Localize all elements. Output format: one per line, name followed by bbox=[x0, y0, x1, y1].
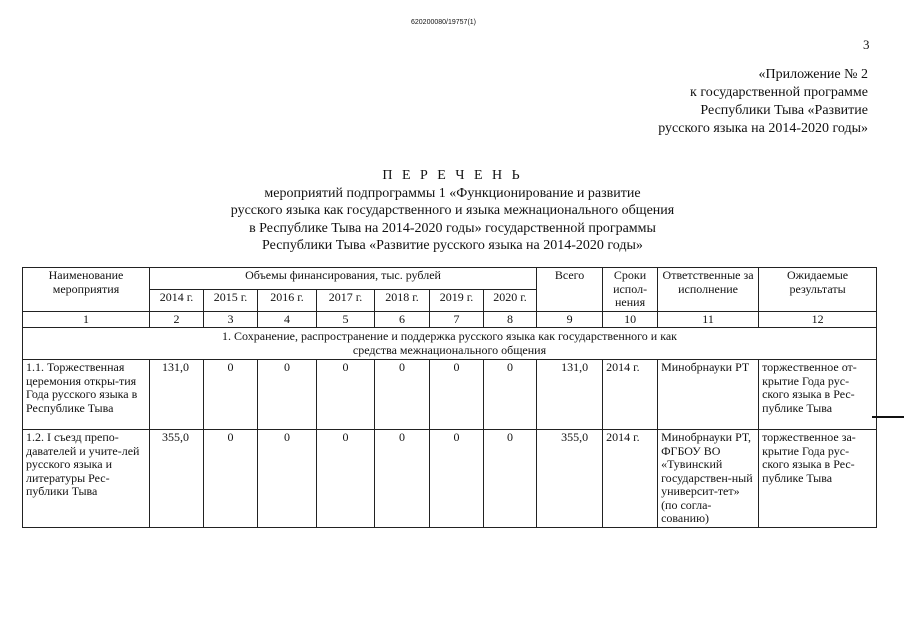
funding-2018: 0 bbox=[375, 430, 430, 528]
appendix-line: к государственной программе bbox=[690, 85, 868, 100]
funding-2014: 131,0 bbox=[150, 360, 204, 430]
header-year: 2019 г. bbox=[430, 289, 484, 311]
margin-dash bbox=[872, 416, 904, 418]
document-id: 620200080/19757(1) bbox=[411, 19, 477, 26]
funding-2017: 0 bbox=[317, 360, 375, 430]
measure-name: 1.1. Торжественная церемония откры-тия Года русского языка в Республике Тыва bbox=[23, 360, 150, 430]
header-year: 2017 г. bbox=[317, 289, 375, 311]
funding-2019: 0 bbox=[430, 430, 484, 528]
header-year: 2018 г. bbox=[375, 289, 430, 311]
section-row bbox=[23, 328, 877, 360]
column-number: 8 bbox=[484, 311, 537, 328]
funding-2018: 0 bbox=[375, 360, 430, 430]
funding-total: 355,0 bbox=[537, 430, 603, 528]
funding-2020: 0 bbox=[484, 430, 537, 528]
header-year: 2020 г. bbox=[484, 289, 537, 311]
measures-table bbox=[22, 267, 877, 528]
column-number: 2 bbox=[150, 311, 204, 328]
column-number: 6 bbox=[375, 311, 430, 328]
funding-2019: 0 bbox=[430, 360, 484, 430]
header-total: Всего bbox=[537, 268, 603, 312]
header-name: Наименование мероприятия bbox=[23, 268, 150, 312]
header-year: 2015 г. bbox=[204, 289, 258, 311]
funding-2017: 0 bbox=[317, 430, 375, 528]
heading-line: русского языка как государственного и языка межнационального общения bbox=[230, 203, 675, 218]
column-number: 7 bbox=[430, 311, 484, 328]
heading-line: Республики Тыва «Развитие русского языка на 2014-2020 годы» bbox=[262, 238, 643, 253]
responsible: Минобрнауки РТ bbox=[658, 360, 759, 430]
measure-name: 1.2. I съезд препо-давателей и учите-лей русского языка и литературы Рес-публики Тыва bbox=[23, 430, 150, 528]
appendix-line: русского языка на 2014-2020 годы» bbox=[658, 121, 868, 136]
column-number: 4 bbox=[258, 311, 317, 328]
header-results: Ожидаемые результаты bbox=[759, 268, 877, 312]
column-number: 3 bbox=[204, 311, 258, 328]
page-number: 3 bbox=[863, 37, 870, 52]
heading-line: в Республике Тыва на 2014-2020 годы» государственной программы bbox=[249, 220, 656, 236]
funding-2014: 355,0 bbox=[150, 430, 204, 528]
responsible: Минобрнауки РТ, ФГБОУ ВО «Тувинский государствен-ный университ-тет» (по согла-сованию) bbox=[658, 430, 759, 528]
funding-2020: 0 bbox=[484, 360, 537, 430]
column-numbers-row bbox=[23, 311, 877, 328]
appendix-note bbox=[568, 66, 868, 138]
expected-result: торжественное за-крытие Года рус-ского языка в Рес-публике Тыва bbox=[759, 430, 877, 528]
table-row bbox=[23, 360, 877, 430]
deadline: 2014 г. bbox=[603, 360, 658, 430]
header-funding: Объемы финансирования, тыс. рублей bbox=[150, 268, 537, 290]
appendix-line: «Приложение № 2 bbox=[758, 67, 868, 82]
column-number: 1 bbox=[23, 311, 150, 328]
funding-total: 131,0 bbox=[537, 360, 603, 430]
funding-2016: 0 bbox=[258, 360, 317, 430]
heading-line: мероприятий подпрограммы 1 «Функционирование и развитие bbox=[264, 185, 641, 201]
header-year: 2014 г. bbox=[150, 289, 204, 311]
header-deadline: Сроки испол-нения bbox=[603, 268, 658, 312]
funding-2016: 0 bbox=[258, 430, 317, 528]
deadline: 2014 г. bbox=[603, 430, 658, 528]
column-number: 5 bbox=[317, 311, 375, 328]
heading-title: П Е Р Е Ч Е Н Ь bbox=[382, 168, 523, 183]
column-number: 10 bbox=[603, 311, 658, 328]
column-number: 9 bbox=[537, 311, 603, 328]
funding-2015: 0 bbox=[204, 360, 258, 430]
section-title: 1. Сохранение, распространение и поддержка русского языка как государственного и как средства межнационального общения bbox=[23, 328, 877, 360]
table-header-row bbox=[23, 268, 877, 290]
expected-result: торжественное от-крытие Года рус-ского языка в Рес-публике Тыва bbox=[759, 360, 877, 430]
appendix-line: Республики Тыва «Развитие bbox=[700, 103, 868, 118]
column-number: 11 bbox=[658, 311, 759, 328]
table-row bbox=[23, 430, 877, 528]
header-year: 2016 г. bbox=[258, 289, 317, 311]
document-heading bbox=[180, 167, 725, 255]
header-responsible: Ответственные за исполнение bbox=[658, 268, 759, 312]
funding-2015: 0 bbox=[204, 430, 258, 528]
column-number: 12 bbox=[759, 311, 877, 328]
